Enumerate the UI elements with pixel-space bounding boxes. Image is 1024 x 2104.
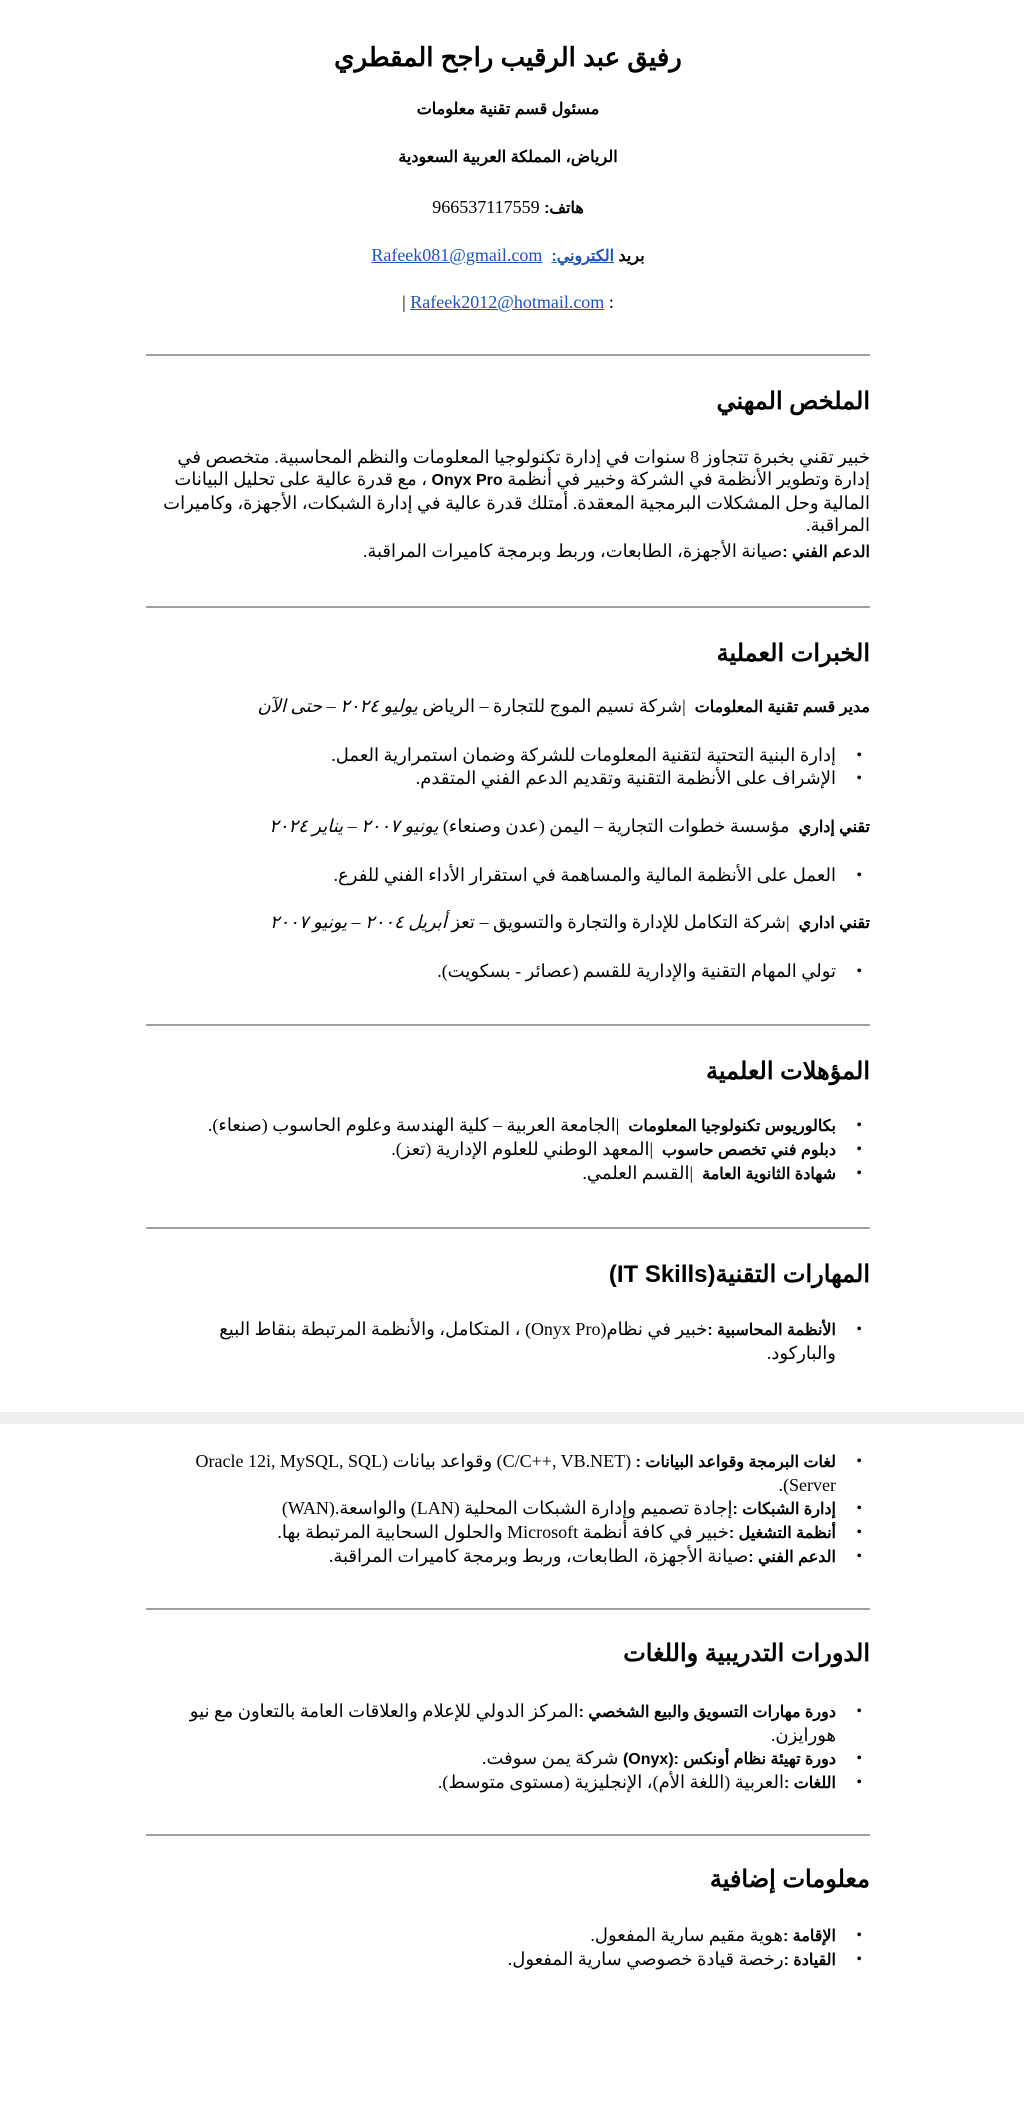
course-text: شركة يمن سوفت.: [481, 1748, 619, 1768]
divider: [146, 1834, 870, 1836]
page-break: [0, 1412, 1024, 1424]
skill-text: إجادة تصميم وإدارة الشبكات المحلية (LAN) والواسعة.(WAN): [281, 1498, 733, 1518]
job-1: [146, 694, 870, 720]
job-1-bullets: [146, 744, 870, 790]
list-item: • الإشراف على الأنظمة التقنية وتقديم الدعم الفني المتقدم.: [146, 767, 836, 790]
education-section: [146, 1056, 870, 1088]
summary-text-part-2: ، مع قدرة عالية على تحليل البيانات المالية وحل المشكلات البرمجية المعقدة. أمتلك قدرة عالية في إدارة الشبكات، الأجهزة، وكاميرات المراقبة.: [163, 469, 870, 535]
divider: [146, 606, 870, 608]
course-label: اللغات :: [783, 1775, 836, 1792]
info-text: رخصة قيادة خصوصي سارية المفعول.: [507, 1949, 784, 1969]
degree-label: شهادة الثانوية العامة: [702, 1166, 836, 1183]
degree-label: بكالوريوس تكنولوجيا المعلومات: [628, 1118, 836, 1135]
course-label: دورة تهيئة نظام أونكس :(Onyx): [622, 1751, 836, 1768]
page-2: [0, 1424, 1024, 2104]
skill-text: خبير في كافة أنظمة Microsoft والحلول السحابية المرتبطة بها.: [277, 1522, 729, 1542]
skill-label: إدارة الشبكات :: [732, 1501, 836, 1518]
info-text: هوية مقيم سارية المفعول.: [590, 1925, 783, 1945]
divider: [146, 1227, 870, 1229]
courses-heading: الدورات التدريبية واللغات: [623, 1640, 870, 1667]
skill-label: الأنظمة المحاسبية :: [707, 1322, 836, 1339]
email-link-hotmail[interactable]: Rafeek2012@hotmail.com: [410, 292, 605, 312]
job-role: تقني إداري: [798, 819, 870, 836]
list-item: [146, 1318, 836, 1365]
divider: [146, 354, 870, 356]
list-item: • إدارة البنية التحتية لتقنية المعلومات للشركة وضمان استمرارية العمل.: [146, 744, 836, 767]
experience-heading: الخبرات العملية: [716, 640, 870, 667]
skill-text: خبير في نظام(Onyx Pro) ، المتكامل، والأنظمة المرتبطة بنقاط البيع والباركود.: [219, 1319, 836, 1363]
list-item: • العمل على الأنظمة المالية والمساهمة في استقرار الأداء الفني للفرع.: [146, 864, 836, 887]
list-item: [146, 1545, 836, 1569]
header: [146, 40, 870, 74]
list-item: [146, 1521, 836, 1545]
skills-heading: المهارات التقنية(IT Skills): [608, 1261, 870, 1288]
summary-support: [146, 540, 870, 564]
skills-section: [146, 1259, 870, 1291]
list-item: [146, 1771, 836, 1795]
email-line-2: [146, 290, 870, 314]
course-text: المركز الدولي للإعلام والعلاقات العامة بالتعاون مع نيو هورايزن.: [189, 1701, 836, 1745]
list-item: [146, 1747, 836, 1771]
list-item: [146, 1948, 836, 1972]
info-label: القيادة :: [783, 1952, 836, 1969]
candidate-name: رفيق عبد الرقيب راجح المقطري: [334, 42, 682, 72]
support-text: صيانة الأجهزة، الطابعات، وربط وبرمجة كاميرات المراقبة.: [362, 541, 783, 561]
additional-section: [146, 1864, 870, 1896]
education-heading: المؤهلات العلمية: [706, 1058, 870, 1085]
skill-label: الدعم الفني :: [748, 1549, 836, 1566]
course-label: دورة مهارات التسويق والبيع الشخصي :: [578, 1704, 836, 1721]
degree-label: دبلوم فني تخصص حاسوب: [662, 1142, 836, 1159]
job-company: |شركة نسيم الموج للتجارة – الرياض: [422, 696, 686, 716]
summary-heading: الملخص المهني: [716, 388, 870, 415]
list-item: [146, 1924, 836, 1948]
list-item: [146, 1700, 836, 1747]
summary-section: [146, 386, 870, 418]
job-3-bullets: [146, 960, 870, 983]
list-item: [146, 1114, 836, 1138]
job-dates: يونيو ٢٠٠٧ – يناير ٢٠٢٤: [269, 816, 439, 836]
degree-text: |المعهد الوطني للعلوم الإدارية (تعز).: [391, 1139, 654, 1159]
email-pipe: |: [402, 292, 406, 312]
skill-label: أنظمة التشغيل :: [728, 1525, 836, 1542]
course-text: العربية (اللغة الأم)، الإنجليزية (مستوى متوسط).: [437, 1772, 784, 1792]
experience-section: [146, 638, 870, 670]
list-item: [146, 1450, 836, 1497]
summary-text: [146, 446, 870, 536]
education-list: [146, 1114, 870, 1186]
summary-onyx: Onyx Pro: [431, 472, 503, 489]
skill-label: لغات البرمجة وقواعد البيانات :: [635, 1454, 836, 1471]
divider: [146, 1024, 870, 1026]
list-item: [146, 1497, 836, 1521]
email-link-gmail[interactable]: Rafeek081@gmail.com: [371, 245, 543, 265]
email-label: بريد: [618, 248, 645, 265]
job-2-bullets: [146, 864, 870, 887]
courses-section: [146, 1638, 870, 1670]
job-dates: أبريل ٢٠٠٤ – يونيو ٢٠٠٧: [269, 912, 447, 932]
skills-list-page1: [146, 1318, 870, 1365]
job-company: مؤسسة خطوات التجارية – اليمن (عدن وصنعاء): [442, 816, 790, 836]
additional-list: [146, 1924, 870, 1972]
email-separator: :: [608, 292, 614, 312]
list-item: • تولي المهام التقنية والإدارية للقسم (عصائر - بسكويت).: [146, 960, 836, 983]
list-item: [146, 1162, 836, 1186]
courses-list: [146, 1700, 870, 1795]
location: الرياض، المملكة العربية السعودية: [398, 149, 618, 166]
support-label: الدعم الفني :: [782, 544, 870, 561]
skill-text: (C/C++, VB.NET) وقواعد بيانات (Oracle 12i, MySQL, SQL Server).: [195, 1451, 836, 1495]
email-line-1: [146, 243, 870, 269]
job-company: |شركة التكامل للإدارة والتجارة والتسويق – تعز: [451, 912, 790, 932]
job-role: مدير قسم تقنية المعلومات: [694, 699, 870, 716]
degree-text: |الجامعة العربية – كلية الهندسة وعلوم الحاسوب (صنعاء).: [207, 1115, 620, 1135]
info-label: الإقامة :: [782, 1928, 836, 1945]
summary-body: [146, 446, 870, 536]
job-dates: يوليو ٢٠٢٤ – حتى الآن: [257, 696, 418, 716]
phone-label: هاتف:: [544, 200, 584, 217]
summary-text-part-1: خبير تقني بخبرة تتجاوز 8 سنوات في إدارة تكنولوجيا المعلومات والنظم المحاسبية. متخصص في إدارة وتطوير الأنظمة في الشركة وخبير في أنظمة: [177, 447, 870, 489]
job-2: [146, 814, 870, 840]
skill-text: صيانة الأجهزة، الطابعات، وربط وبرمجة كاميرات المراقبة.: [328, 1546, 749, 1566]
email-label-link[interactable]: الكتروني:: [551, 248, 615, 265]
phone-line: [146, 195, 870, 221]
skills-list-page2: [146, 1450, 870, 1569]
list-item: [146, 1138, 836, 1162]
degree-text: |القسم العلمي.: [582, 1163, 694, 1183]
phone-number: 966537117559: [432, 197, 540, 217]
divider: [146, 1608, 870, 1610]
job-3: [146, 910, 870, 936]
job-role: تقني اداري: [798, 915, 870, 932]
job-title: مسئول قسم تقنية معلومات: [416, 101, 600, 118]
additional-heading: معلومات إضافية: [709, 1866, 870, 1893]
